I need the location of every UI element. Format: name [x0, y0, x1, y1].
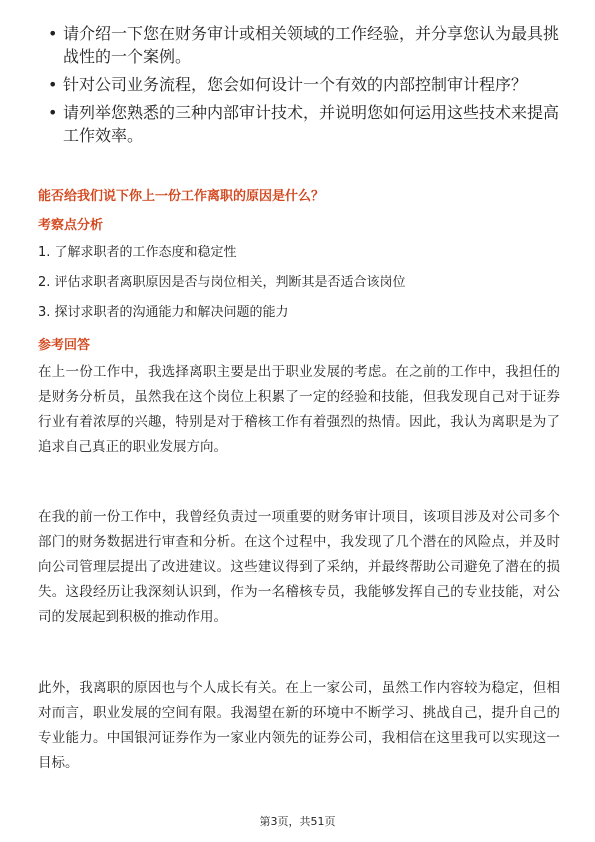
list-item — [48, 73, 560, 96]
analysis-item: 2. 评估求职者离职原因是否与岗位相关，判断其是否适合该岗位 — [38, 275, 406, 290]
analysis-item: 1. 了解求职者的工作态度和稳定性 — [38, 245, 237, 260]
interview-question-list — [48, 22, 560, 152]
bullet-icon: • — [48, 103, 58, 122]
analysis-list — [38, 244, 558, 334]
page-number: 第3页，共51页 — [259, 815, 336, 828]
answer-paragraph: 此外，我离职的原因也与个人成长有关。在上一家公司，虽然工作内容较为稳定，但相对而言，职业发展的空间有限。我渴望在新的环境中不断学习、挑战自己，提升自己的专业能力。中国银河证券作为一家业内领先的证券公司，我相信在这里我可以实现这一目标。 — [38, 680, 560, 771]
reference-answer-heading: 参考回答 — [38, 338, 91, 353]
answer-paragraph: 在上一份工作中，我选择离职主要是出于职业发展的考虑。在之前的工作中，我担任的是财务分析员，虽然我在这个岗位上积累了一定的经验和技能，但我发现自己对于证券行业有着浓厚的兴趣，特别是对于稽核工作有着强烈的热情。因此，我认为离职是为了追求自己真正的职业发展方向。 — [38, 364, 560, 455]
list-item — [48, 22, 560, 68]
bullet-icon: • — [48, 75, 58, 94]
question-heading: 能否给我们说下你上一份工作离职的原因是什么？ — [38, 189, 325, 204]
analysis-item: 3. 探讨求职者的沟通能力和解决问题的能力 — [38, 305, 289, 320]
bullet-icon: • — [48, 24, 58, 43]
answer-paragraph: 在我的前一份工作中，我曾经负责过一项重要的财务审计项目，该项目涉及对公司多个部门的财务数据进行审查和分析。在这个过程中，我发现了几个潜在的风险点，并及时向公司管理层提出了改进建议。这些建议得到了采纳，并最终帮助公司避免了潜在的损失。这段经历让我深刻认识到，作为一名稽核专员，我能够发挥自己的专业技能，对公司的发展起到积极的推动作用。 — [38, 509, 560, 625]
list-item-text: 请介绍一下您在财务审计或相关领域的工作经验，并分享您认为最具挑战性的一个案例。 — [63, 24, 560, 66]
list-item-text: 请列举您熟悉的三种内部审计技术，并说明您如何运用这些技术来提高工作效率。 — [63, 103, 560, 145]
list-item — [48, 101, 560, 147]
list-item-text: 针对公司业务流程，您会如何设计一个有效的内部控制审计程序？ — [63, 75, 528, 94]
analysis-heading: 考察点分析 — [38, 218, 104, 233]
